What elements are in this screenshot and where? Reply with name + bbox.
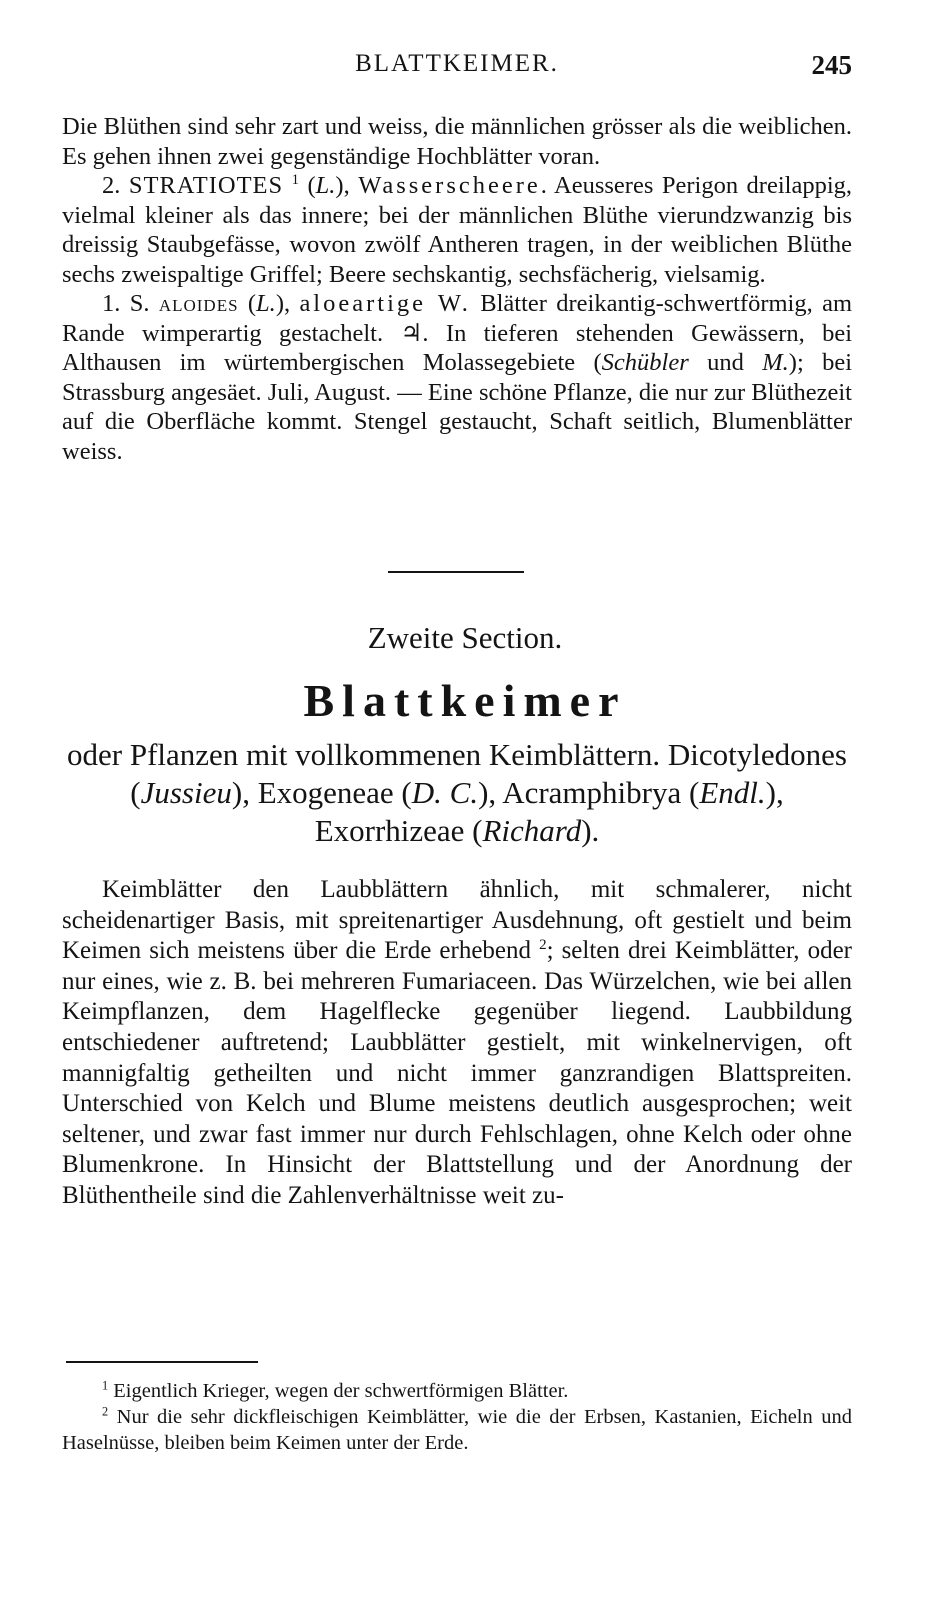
species-author: L. bbox=[256, 290, 276, 317]
genus-number: 2. bbox=[102, 172, 121, 199]
page-header bbox=[62, 50, 852, 86]
footnote-mark-2: 2 bbox=[102, 1404, 109, 1419]
footnote-2 bbox=[62, 1404, 852, 1456]
section-subtitle bbox=[62, 736, 852, 850]
perennial-symbol: ♃. bbox=[400, 319, 429, 347]
subtitle-part-g: ), Exorrhizeae ( bbox=[314, 775, 784, 848]
species-abbr: S. bbox=[129, 290, 150, 317]
species-text-3: ); bei Strassburg angesäet. Juli, August. — Eine schöne Pflanze, die nur zur Blüthezeit auf die Oberfläche kommt. Stengel gestaucht, Schaft seitlich, Blumenblätter weiss. bbox=[62, 349, 853, 465]
genus-author: L. bbox=[315, 172, 336, 199]
body-part-1: Keimblätter den Laubblättern ähnlich, mit schmalerer, nicht scheidenartiger Basis, mit spreitenartiger Ausdehnung, oft gestielt und beim Keimen sich meistens über die Erde erhebend bbox=[62, 876, 852, 965]
subtitle-author-richard: Richard bbox=[482, 813, 582, 848]
footnote-text-2: Nur die sehr dickfleischigen Keimblätter, wie die der Erbsen, Kastanien, Eicheln und Haselnüsse, bleiben beim Keimen unter der Erde. bbox=[62, 1406, 852, 1454]
subtitle-part-i: ). bbox=[581, 813, 600, 848]
subtitle-author-endl: Endl. bbox=[699, 775, 766, 810]
species-common-name: aloeartige W. bbox=[299, 290, 471, 317]
genus-entry: 2. STRATIOTES $^1$ (L.), Wasserscheere. Aeusseres Perigon dreilappig, vielmal kleiner als das innere; bei der männlichen Blüthe vierundzwanzig bis dreissig Staubgefässe, wovon zwölf Antheren tragen, in der weiblichen Blüthe sechs zweispaltige Griffel; Beere sechskantig, sechsfächerig, vielsamig. bbox=[62, 172, 853, 288]
footnote-rule bbox=[66, 1361, 258, 1363]
top-text-block bbox=[62, 112, 852, 466]
section-label: Zweite Section. bbox=[367, 620, 563, 655]
section-divider bbox=[388, 571, 524, 573]
genus-name: STRATIOTES bbox=[128, 172, 284, 199]
species-text-2: In tieferen stehenden Gewässern, bei Althausen im würtembergischen Molassegebiete ( bbox=[62, 319, 853, 376]
footnote-ref-2: 2 bbox=[539, 937, 547, 954]
species-entry: 1. S. aloides (L.), aloeartige W. Blätter dreikantig-schwertförmig, am Rande wimperartig gestachelt. ♃. In tieferen stehenden Gewässern, bei Althausen im würtembergischen Molassegebiete (Schübler und M.); bei Strassburg angesäet. Juli, August. — Eine schöne Pflanze, die nur zur Blüthezeit auf die Oberfläche kommt. Stengel gestaucht, Schaft seitlich, Blumenblätter weiss. bbox=[62, 290, 853, 465]
collector-connector: und bbox=[707, 349, 744, 376]
subtitle-author-dc: D. C. bbox=[411, 775, 479, 810]
subtitle-author-jussieu: Jussieu bbox=[140, 775, 232, 810]
species-number: 1. bbox=[102, 290, 121, 317]
section-title: Blattkeimer bbox=[303, 675, 627, 726]
footnote-text-1: Eigentlich Krieger, wegen der schwertförmigen Blätter. bbox=[113, 1380, 569, 1402]
body-part-2: ; selten drei Keimblätter, oder nur eines, wie z. B. bei mehreren Fumariaceen. Das Würzelchen, wie bei allen Keimpflanzen, dem Hagelflecke gegenüber liegend. Laubbildung entschiedener auftretend; Laubblätter gestielt, mit winkelnervigen, oft mannigfaltig getheilten und nicht immer ganzrandigen Blattspreiten. Unterschied von Kelch und Blume meistens deutlich ausgesprochen; weit seltener, und zwar fast immer nur durch Fehlschlagen, ohne Kelch oder ohne Blumenkrone. In Hinsicht der Blattstellung und der Anordnung der Blüthentheile sind die Zahlenverhältnisse weit zu- bbox=[62, 937, 852, 1209]
subtitle-part-e: ), Acramphibrya ( bbox=[478, 775, 700, 810]
body-text-block bbox=[62, 875, 852, 1212]
collector-1: Schübler bbox=[601, 349, 689, 376]
genus-description: Aeusseres Perigon dreilappig, vielmal kleiner als das innere; bei der männlichen Blüthe vierundzwanzig bis dreissig Staubgefässe, wovon zwölf Antheren tragen, in der weiblichen Blüthe sechs zweispaltige Griffel; Beere sechskantig, sechsfächerig, vielsamig. bbox=[62, 172, 853, 288]
subtitle-part-c: ), Exogeneae ( bbox=[231, 775, 412, 810]
running-head: BLATTKEIMER. bbox=[355, 50, 559, 77]
footnotes bbox=[62, 1378, 852, 1456]
footnote-mark-1: 1 bbox=[102, 1378, 109, 1393]
genus-common-name: Wasserscheere bbox=[358, 172, 541, 199]
species-text-1: Blätter dreikantig-schwertförmig, am Rande wimperartig gestachelt. bbox=[62, 290, 853, 347]
subtitle-part-a: oder Pflanzen mit vollkommenen Keimblättern. Dicotyledones ( bbox=[67, 737, 847, 810]
paragraph-flowers: Die Blüthen sind sehr zart und weiss, die männlichen grösser als die weiblichen. Es gehen ihnen zwei gegenständige Hochblätter voran. bbox=[62, 113, 852, 170]
footnote-1 bbox=[62, 1378, 852, 1404]
body-paragraph bbox=[62, 875, 852, 1212]
species-epithet: aloides bbox=[158, 290, 239, 317]
page-number: 245 bbox=[811, 50, 852, 80]
collector-2: M. bbox=[762, 349, 789, 376]
footnote-ref-1: 1 bbox=[291, 172, 299, 189]
